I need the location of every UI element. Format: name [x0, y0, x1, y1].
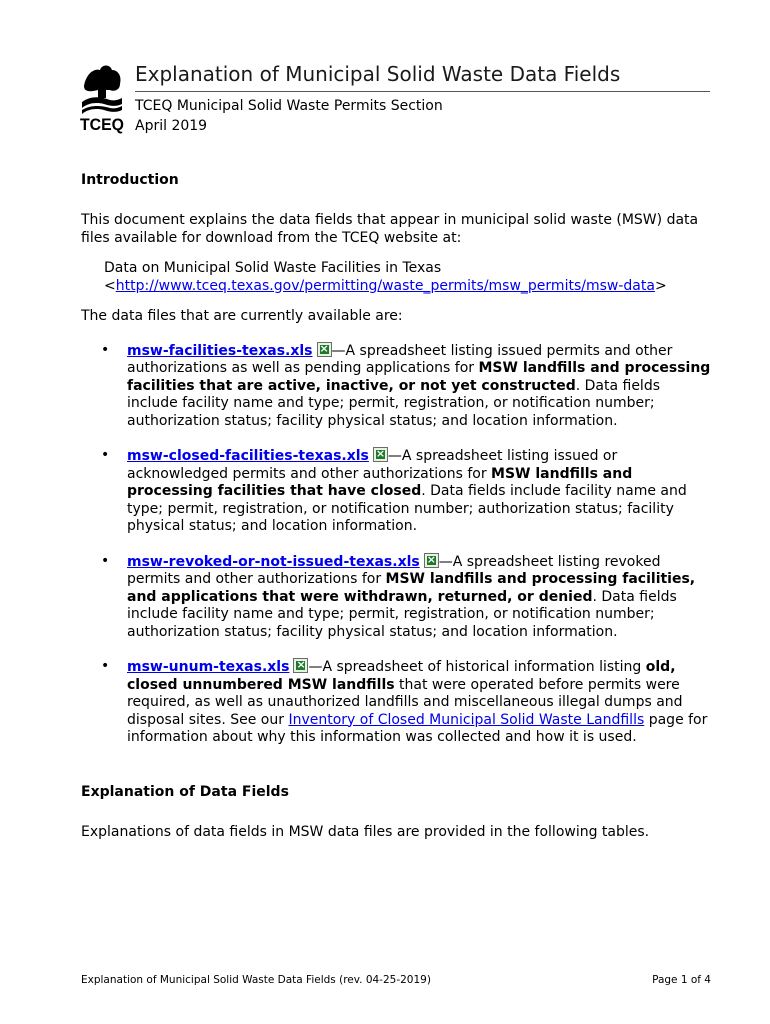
title-divider	[135, 91, 710, 92]
file-desc: —A spreadsheet listing issued or acknowledged permits and other authorizations for	[127, 448, 618, 482]
list-item	[81, 447, 711, 536]
file-link[interactable]: msw-revoked-or-not-issued-texas.xls	[127, 553, 420, 570]
data-fields-paragraph: Explanations of data fields in MSW data files are provided in the following tables.	[81, 823, 650, 840]
file-desc-end: . Data fields include facility name and type; permit, registration, or notification number; authorization status; facility physical status; and location information.	[127, 483, 687, 534]
excel-icon	[424, 553, 439, 568]
excel-icon	[317, 342, 332, 357]
file-desc-bold: MSW landfills and processing facilities that are active, inactive, or not yet constructed	[127, 360, 711, 394]
bullet: •	[101, 658, 110, 674]
files-lead: The data files that are currently available are:	[81, 308, 403, 324]
tceq-logo	[80, 58, 124, 134]
data-fields-heading: Explanation of Data Fields	[81, 783, 289, 800]
source-url-line	[104, 278, 711, 296]
file-desc: —A spreadsheet of historical information listing	[308, 659, 646, 675]
file-desc-end: . Data fields include facility name and type; permit, registration, or notification number; authorization status; facility physical status; and location information.	[127, 588, 677, 640]
excel-icon	[373, 447, 388, 462]
intro-paragraph: This document explains the data fields that appear in municipal solid waste (MSW) data files available for download from the TCEQ website at:	[81, 212, 699, 246]
angle-close: >	[654, 277, 667, 294]
list-item	[81, 658, 711, 747]
introduction-heading: Introduction	[81, 172, 179, 188]
file-desc-bold: MSW landfills and processing facilities, and applications that were withdrawn, returned, or denied	[127, 571, 696, 605]
file-link[interactable]: msw-facilities-texas.xls	[127, 342, 313, 359]
bullet: •	[101, 447, 110, 463]
bullet: •	[101, 341, 110, 358]
file-list	[81, 342, 711, 747]
file-desc: —A spreadsheet listing revoked permits and other authorizations for	[127, 553, 661, 587]
file-link[interactable]: msw-unum-texas.xls	[127, 659, 290, 675]
inventory-link[interactable]: Inventory of Closed Municipal Solid Waste Landfills	[288, 711, 645, 728]
logo-text: TCEQ	[80, 115, 124, 134]
file-desc-bold: MSW landfills and processing facilities that have closed	[127, 465, 633, 499]
file-desc-bold: old, closed unnumbered MSW landfills	[127, 659, 676, 693]
source-title: Data on Municipal Solid Waste Facilities in Texas	[104, 260, 442, 276]
header-subtitle	[135, 96, 443, 136]
file-desc-end: page for information about why this information was collected and how it is used.	[127, 711, 708, 745]
section-name: TCEQ Municipal Solid Waste Permits Section	[135, 98, 443, 114]
document-date: April 2019	[135, 118, 208, 134]
excel-icon	[293, 658, 308, 673]
bullet: •	[101, 552, 110, 569]
list-item	[81, 342, 711, 431]
footer-title: Explanation of Municipal Solid Waste Data Fields (rev. 04-25-2019)	[81, 974, 431, 986]
source-url-link[interactable]: http://www.tceq.texas.gov/permitting/waste_permits/msw_permits/msw-data	[115, 277, 655, 294]
document-body	[81, 172, 711, 841]
file-desc-end: . Data fields include facility name and type; permit, registration, or notification number; authorization status; facility physical status; and location information.	[127, 377, 660, 429]
page-title: Explanation of Municipal Solid Waste Data Fields	[135, 62, 621, 86]
page-number: Page 1 of 4	[652, 974, 711, 986]
file-desc-mid: that were operated before permits were required, as well as unauthorized landfills and miscellaneous illegal dumps and disposal sites. See our	[127, 676, 683, 728]
document-header	[80, 58, 710, 138]
angle-open: <	[104, 277, 116, 294]
file-link[interactable]: msw-closed-facilities-texas.xls	[127, 448, 369, 464]
file-desc: —A spreadsheet listing issued permits and other authorizations as well as pending applications for	[127, 342, 673, 376]
list-item	[81, 553, 711, 642]
